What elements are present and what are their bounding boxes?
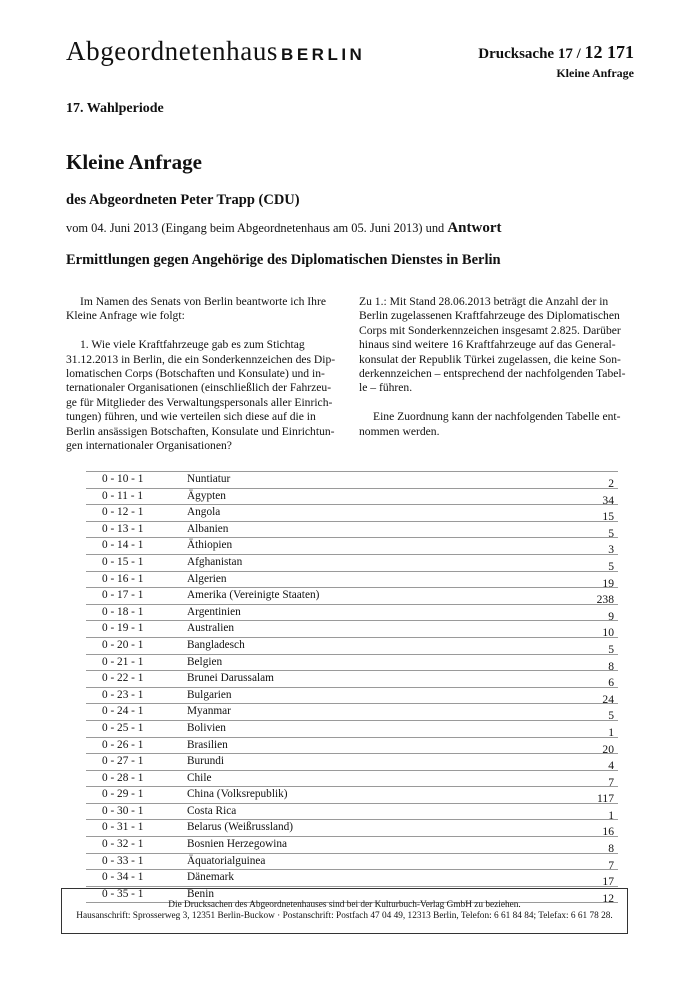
- row-country: Australien: [187, 622, 235, 635]
- row-code: 0 - 35 - 1: [102, 887, 144, 900]
- row-code: 0 - 30 - 1: [102, 804, 144, 817]
- row-code: 0 - 34 - 1: [102, 871, 144, 884]
- row-count: 5: [608, 642, 614, 656]
- row-country: Äthiopien: [187, 539, 233, 552]
- table-row: [86, 771, 618, 788]
- text-line: Kleine Anfrage wie folgt:: [66, 309, 185, 323]
- row-country: Ägypten: [187, 489, 226, 502]
- row-country: Brasilien: [187, 738, 228, 751]
- row-country: Argentinien: [187, 605, 241, 618]
- row-country: Belarus (Weißrussland): [187, 821, 294, 834]
- text-line: tungen) führen, und wie verteilen sich diese auf die in: [66, 410, 316, 424]
- row-code: 0 - 24 - 1: [102, 705, 144, 718]
- row-code: 0 - 17 - 1: [102, 589, 144, 602]
- text-line: le – führen.: [359, 381, 413, 395]
- row-code: 0 - 31 - 1: [102, 821, 144, 834]
- row-count: 17: [602, 875, 614, 889]
- row-count: 16: [602, 825, 614, 839]
- row-code: 0 - 26 - 1: [102, 738, 144, 751]
- row-code: 0 - 11 - 1: [102, 489, 143, 502]
- document-type: Kleine Anfrage: [556, 66, 634, 80]
- table-row: [86, 787, 618, 804]
- text-line: nommen werden.: [359, 424, 440, 438]
- row-code: 0 - 23 - 1: [102, 688, 144, 701]
- wahlperiode: 17. Wahlperiode: [66, 101, 164, 116]
- row-count: 5: [608, 709, 614, 723]
- row-country: Bangladesch: [187, 638, 245, 651]
- row-count: 238: [596, 593, 614, 607]
- row-code: 0 - 20 - 1: [102, 638, 144, 651]
- row-count: 7: [608, 858, 614, 872]
- row-code: 0 - 29 - 1: [102, 788, 144, 801]
- row-country: Amerika (Vereinigte Staaten): [187, 589, 320, 602]
- row-count: 4: [608, 759, 614, 773]
- vehicle-count-table: [86, 471, 618, 903]
- text-line: Im Namen des Senats von Berlin beantworte ich Ihre: [80, 295, 326, 308]
- table-row: [86, 555, 618, 572]
- row-count: 3: [608, 543, 614, 557]
- row-code: 0 - 12 - 1: [102, 506, 144, 519]
- table-row: [86, 854, 618, 871]
- drucksache-value: 12 171: [584, 42, 634, 62]
- row-count: 20: [602, 742, 614, 756]
- table-row: [86, 688, 618, 705]
- text-line: hinaus sind weitere 16 Kraftfahrzeuge auf das General-: [359, 338, 616, 352]
- row-country: Belgien: [187, 655, 223, 668]
- row-country: Nuntiatur: [187, 473, 231, 485]
- row-count: 2: [608, 477, 614, 490]
- table-row: [86, 538, 618, 555]
- text-line: Zu 1.: Mit Stand 28.06.2013 beträgt die Anzahl der in: [359, 295, 609, 308]
- drucksache-label: Drucksache 17 /: [478, 46, 581, 62]
- right-column: [359, 295, 634, 453]
- table-row: [86, 870, 618, 887]
- table-row: [86, 638, 618, 655]
- antwort-label: Antwort: [447, 220, 502, 236]
- table-row: [86, 820, 618, 837]
- row-count: 12: [602, 891, 614, 905]
- row-code: 0 - 33 - 1: [102, 854, 144, 867]
- row-code: 0 - 27 - 1: [102, 755, 144, 768]
- row-code: 0 - 32 - 1: [102, 838, 144, 851]
- row-country: Angola: [187, 506, 221, 519]
- table-row: [86, 804, 618, 821]
- row-country: Dänemark: [187, 871, 235, 884]
- text-line: lomatischen Corps (Botschaften und Konsulate) und in-: [66, 367, 325, 381]
- date-line: [66, 220, 501, 237]
- row-country: Bolivien: [187, 721, 226, 734]
- text-line: 1. Wie viele Kraftfahrzeuge gab es zum Stichtag: [80, 338, 305, 352]
- row-country: Myanmar: [187, 705, 231, 718]
- institution-name: Abgeordnetenhaus: [66, 36, 279, 66]
- row-code: 0 - 22 - 1: [102, 672, 144, 685]
- footer-box: [61, 888, 628, 934]
- question-paragraph: [66, 338, 336, 453]
- table-row: [86, 472, 618, 489]
- table-row: [86, 704, 618, 721]
- row-count: 1: [608, 725, 614, 739]
- table-reference-paragraph: [359, 410, 634, 439]
- row-count: 6: [608, 676, 614, 690]
- row-count: 5: [608, 526, 614, 540]
- row-code: 0 - 19 - 1: [102, 622, 144, 635]
- table-row: [86, 754, 618, 771]
- row-count: 1: [608, 808, 614, 822]
- table-row: [86, 655, 618, 672]
- row-country: Chile: [187, 771, 212, 784]
- table-row: [86, 588, 618, 605]
- row-code: 0 - 25 - 1: [102, 721, 144, 734]
- text-line: Corps mit Sonderkennzeichen insgesamt 2.825. Darüber: [359, 323, 621, 337]
- footer-line-1: Die Drucksachen des Abgeordnetenhauses sind bei der Kulturbuch-Verlag GmbH zu beziehen.: [168, 900, 521, 910]
- table-row: [86, 837, 618, 854]
- row-country: Benin: [187, 887, 214, 900]
- institution-city: BERLIN: [281, 45, 366, 64]
- footer-line-2: Hausanschrift: Sprosserweg 3, 12351 Berlin-Buckow · Postanschrift: Postfach 47 04 49, 12313 Berlin, Telefon: 6 61 84 84; Telefax: 6 61 78 28.: [76, 911, 613, 921]
- text-line: ge für Mitglieder des Verwaltungspersonals aller Einrich-: [66, 395, 333, 409]
- row-code: 0 - 15 - 1: [102, 555, 144, 568]
- row-code: 0 - 14 - 1: [102, 539, 144, 552]
- row-country: China (Volksrepublik): [187, 788, 288, 801]
- page-title: Kleine Anfrage: [66, 150, 202, 174]
- text-line: derkennzeichen – entsprechend der nachfolgenden Tabel-: [359, 367, 626, 381]
- row-country: Costa Rica: [187, 804, 237, 817]
- text-line: Eine Zuordnung kann der nachfolgenden Tabelle ent-: [373, 410, 621, 424]
- date-text: vom 04. Juni 2013 (Eingang beim Abgeordnetenhaus am 05. Juni 2013) und: [66, 221, 445, 235]
- row-code: 0 - 10 - 1: [102, 473, 144, 485]
- text-line: konsulat der Republik Türkei zugelassen, die keine Son-: [359, 352, 621, 366]
- row-code: 0 - 16 - 1: [102, 572, 144, 585]
- text-line: gen internationaler Organisationen?: [66, 439, 232, 453]
- row-count: 34: [602, 493, 614, 507]
- row-country: Albanien: [187, 522, 229, 535]
- table-row: [86, 522, 618, 539]
- row-code: 0 - 21 - 1: [102, 655, 144, 668]
- text-line: ternationaler Organisationen (einschließlich der Fahrzeu-: [66, 381, 332, 395]
- row-country: Bosnien Herzegowina: [187, 838, 288, 851]
- row-code: 0 - 13 - 1: [102, 522, 144, 535]
- row-country: Bulgarien: [187, 688, 232, 701]
- table-row: [86, 505, 618, 522]
- text-line: Berlin ansässigen Botschaften, Konsulate und Einrichtun-: [66, 424, 335, 438]
- table-row: [86, 671, 618, 688]
- row-country: Äquatorialguinea: [187, 854, 266, 867]
- institution-logo: [66, 36, 365, 67]
- row-count: 8: [608, 659, 614, 673]
- table-row: [86, 489, 618, 506]
- row-code: 0 - 18 - 1: [102, 605, 144, 618]
- author-line: des Abgeordneten Peter Trapp (CDU): [66, 192, 300, 208]
- row-count: 7: [608, 775, 614, 789]
- row-count: 19: [602, 576, 614, 590]
- row-count: 8: [608, 842, 614, 856]
- row-country: Afghanistan: [187, 555, 243, 568]
- table-row: [86, 721, 618, 738]
- table-row: [86, 621, 618, 638]
- row-count: 9: [608, 609, 614, 623]
- intro-paragraph: [66, 295, 336, 324]
- row-country: Burundi: [187, 755, 225, 768]
- table-row: [86, 738, 618, 755]
- row-count: 24: [602, 692, 614, 706]
- row-count: 117: [597, 792, 614, 806]
- row-count: 5: [608, 559, 614, 573]
- row-count: 15: [602, 510, 614, 524]
- drucksache-number: [478, 42, 634, 63]
- left-column: [66, 295, 336, 468]
- row-code: 0 - 28 - 1: [102, 771, 144, 784]
- subject-heading: Ermittlungen gegen Angehörige des Diplomatischen Dienstes in Berlin: [66, 252, 501, 268]
- row-country: Algerien: [187, 572, 227, 585]
- text-line: 31.12.2013 in Berlin, die ein Sonderkennzeichen des Dip-: [66, 352, 336, 366]
- row-count: 10: [602, 626, 614, 640]
- table-row: [86, 605, 618, 622]
- text-line: Berlin zugelassenen Kraftfahrzeuge des Diplomatischen: [359, 309, 620, 323]
- row-country: Brunei Darussalam: [187, 672, 274, 685]
- answer-paragraph: [359, 295, 634, 396]
- table-row: [86, 572, 618, 589]
